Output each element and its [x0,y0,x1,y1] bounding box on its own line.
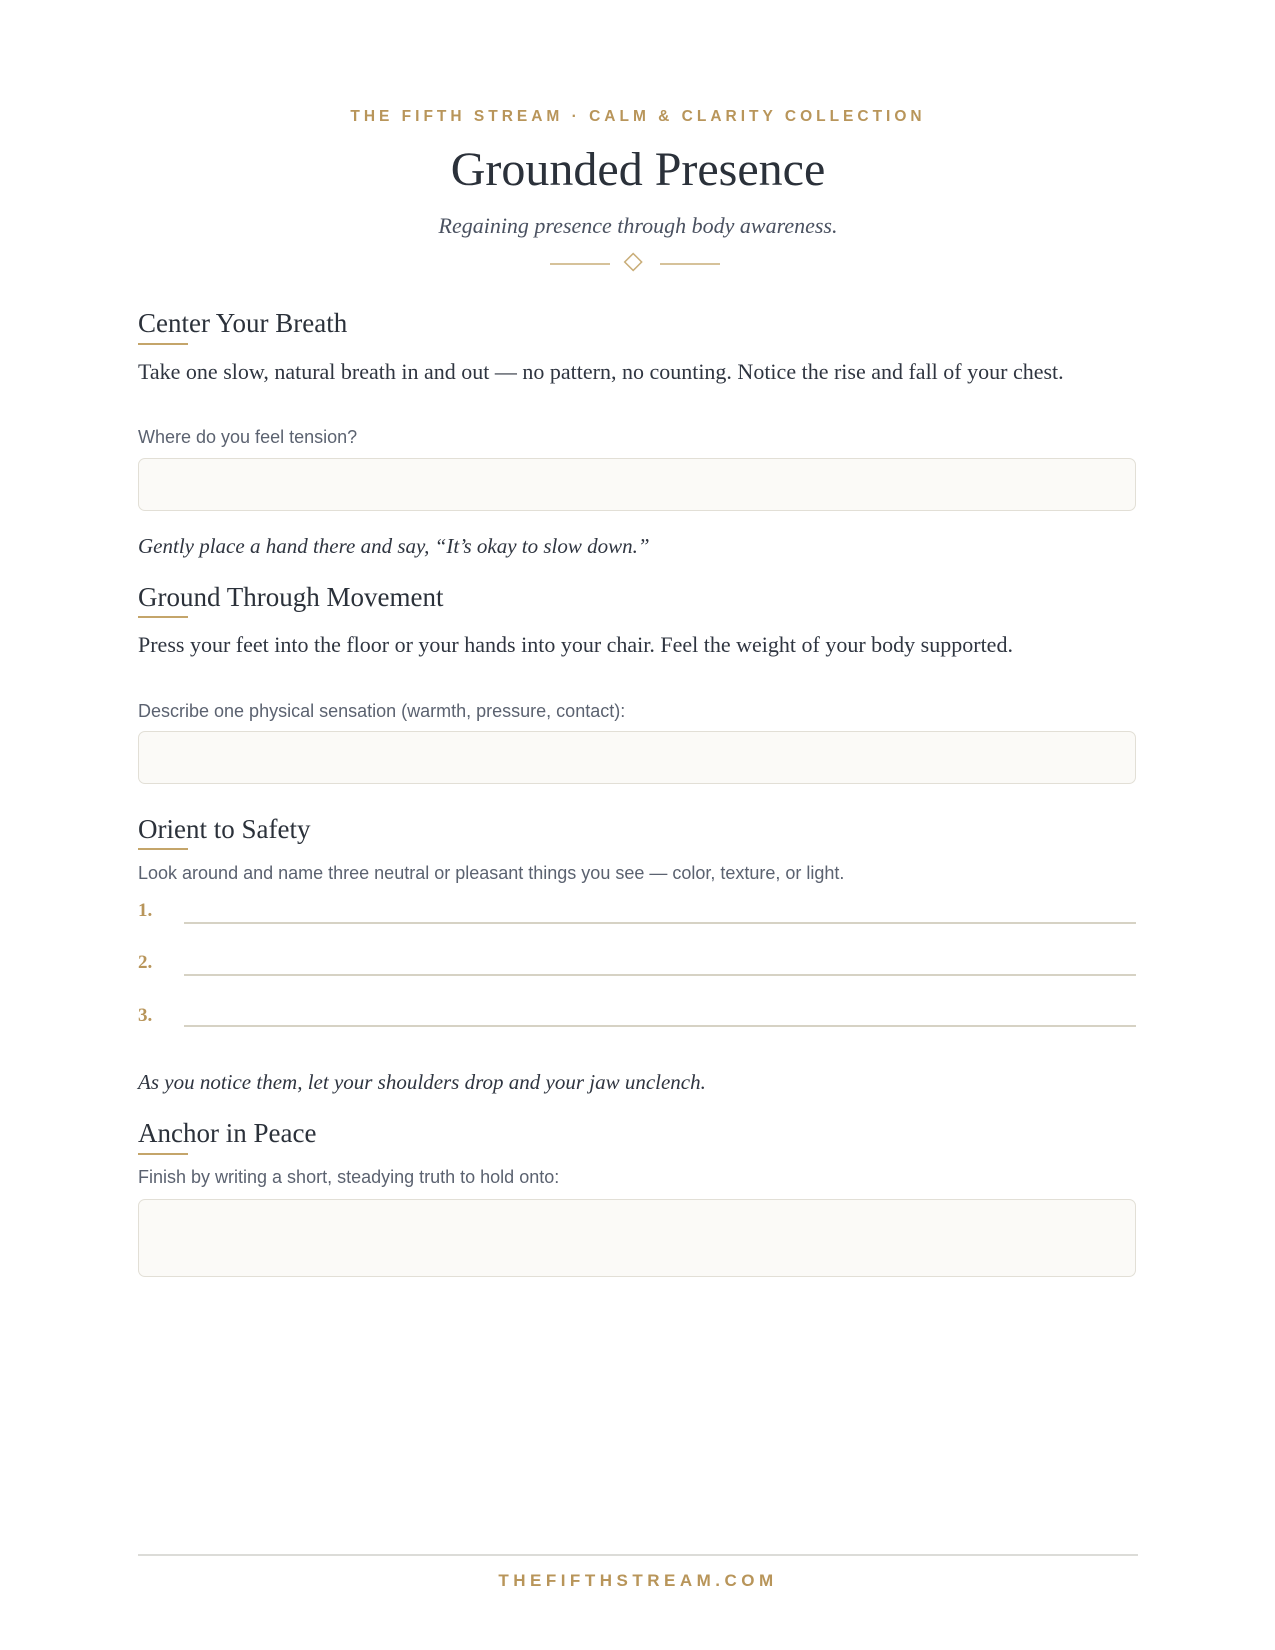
page-title: Grounded Presence [450,143,826,196]
section-note-orient-safety: As you notice them, let your shoulders drop and your jaw unclench. [138,1070,706,1094]
list-item-number: 1. [138,900,153,921]
section-prompt-anchor-peace: Finish by writing a short, steadying truth to hold onto: [138,1167,560,1187]
section-prompt-orient-safety: Look around and name three neutral or pleasant things you see — color, texture, or light. [138,863,845,883]
heading-underline [138,1153,188,1155]
list-item-number: 2. [138,952,153,973]
section-heading-ground-movement: Ground Through Movement [138,582,444,612]
section-heading-anchor-peace: Anchor in Peace [138,1118,317,1148]
sensation-input[interactable] [138,731,1136,784]
section-body-center-breath: Take one slow, natural breath in and out — no pattern, no counting. Notice the rise and fall of your chest. [138,359,1064,384]
heading-underline [138,343,188,345]
heading-underline [138,616,188,618]
page-subtitle: Regaining presence through body awareness. [438,213,838,238]
section-body-ground-movement: Press your feet into the floor or your hands into your chair. Feel the weight of your body supported. [138,632,1013,657]
tension-field-label: Where do you feel tension? [138,427,358,447]
heading-underline [138,848,188,850]
tension-input[interactable] [138,458,1136,511]
sensation-field-label: Describe one physical sensation (warmth, pressure, contact): [138,701,626,721]
answer-line-1[interactable] [184,922,1136,924]
section-note-center-breath: Gently place a hand there and say, “It’s okay to slow down.” [138,534,650,558]
footer-site-link[interactable]: THEFIFTHSTREAM.COM [498,1571,778,1590]
list-item-number: 3. [138,1005,153,1026]
footer-divider [138,1554,1138,1556]
answer-line-3[interactable] [184,1025,1136,1027]
collection-eyebrow: THE FIFTH STREAM · CALM & CLARITY COLLECTION [350,108,926,125]
section-heading-orient-safety: Orient to Safety [138,814,311,844]
steadying-truth-input[interactable] [138,1199,1136,1277]
section-heading-center-breath: Center Your Breath [138,308,348,338]
answer-line-2[interactable] [184,974,1136,976]
diamond-divider-icon [550,252,726,276]
worksheet-page [138,0,1138,1650]
